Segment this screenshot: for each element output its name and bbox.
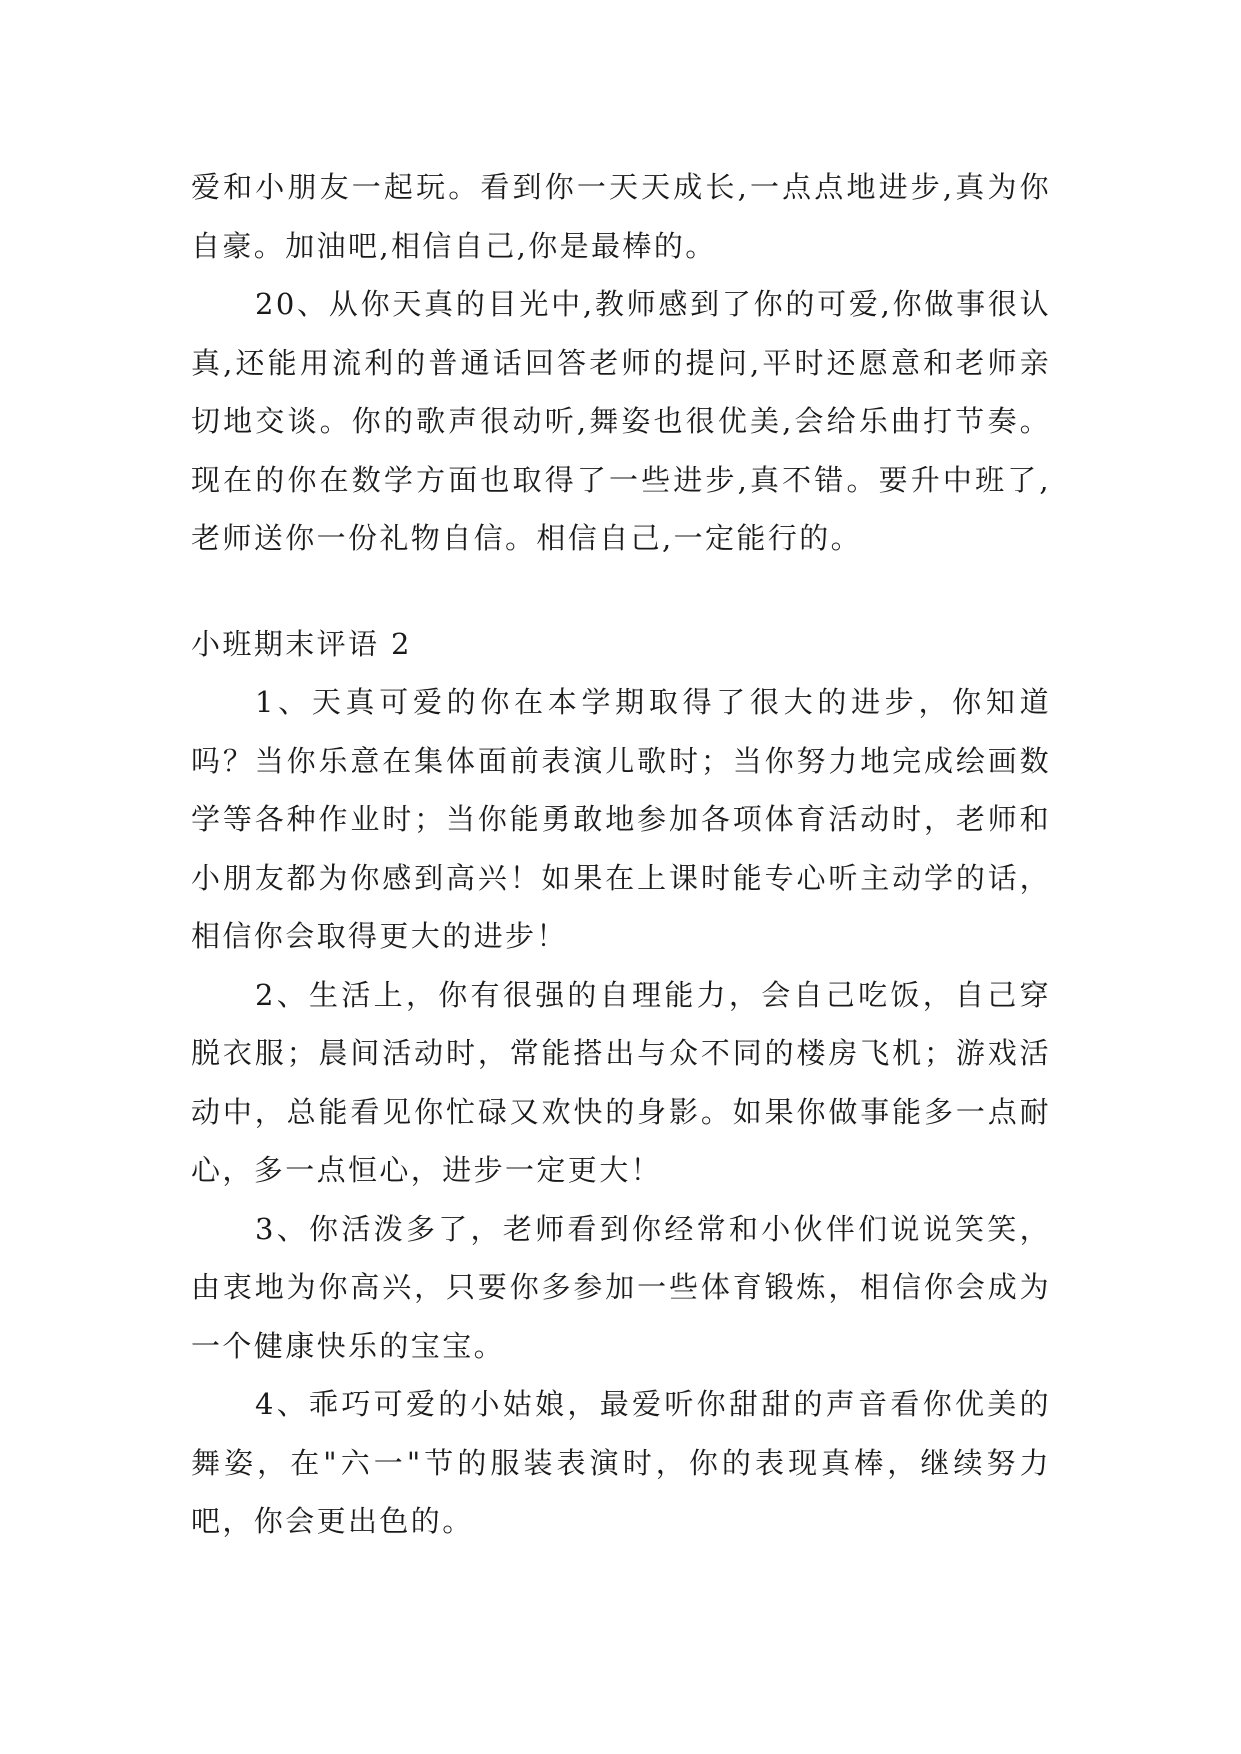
paragraph-comment-20: 20、从你天真的目光中,教师感到了你的可爱,你做事很认真,还能用流利的普通话回答老师的提问,平时还愿意和老师亲切地交谈。你的歌声很动听,舞姿也很优美,会给乐曲打节奏。现在的你在数学方面也取得了一些进步,真不错。要升中班了,老师送你一份礼物自信。相信自己,一定能行的。 (191, 287, 1051, 555)
paragraph-comment-4: 4、乖巧可爱的小姑娘，最爱听你甜甜的声音看你优美的舞姿，在"六一"节的服装表演时，你的表现真棒，继续努力吧，你会更出色的。 (191, 1387, 1051, 1538)
paragraph-comment-3: 3、你活泼多了，老师看到你经常和小伙伴们说说笑笑，由衷地为你高兴，只要你多参加一些体育锻炼，相信你会成为一个健康快乐的宝宝。 (191, 1211, 1051, 1363)
paragraph-comment-2: 2、生活上，你有很强的自理能力，会自己吃饭，自己穿脱衣服；晨间活动时，常能搭出与众不同的楼房飞机；游戏活动中，总能看见你忙碌又欢快的身影。如果你做事能多一点耐心，多一点恒心，进步一定更大！ (191, 977, 1051, 1187)
section-heading: 小班期末评语 2 (191, 626, 412, 661)
paragraph-continued: 爱和小朋友一起玩。看到你一天天成长,一点点地进步,真为你自豪。加油吧,相信自己,你是最棒的。 (191, 170, 1051, 263)
document-body (191, 158, 1051, 1551)
paragraph-comment-1: 1、天真可爱的你在本学期取得了很大的进步，你知道吗？当你乐意在集体面前表演儿歌时；当你努力地完成绘画数学等各种作业时；当你能勇敢地参加各项体育活动时，老师和小朋友都为你感到高兴！如果在上课时能专心听主动学的话，相信你会取得更大的进步！ (191, 685, 1051, 953)
